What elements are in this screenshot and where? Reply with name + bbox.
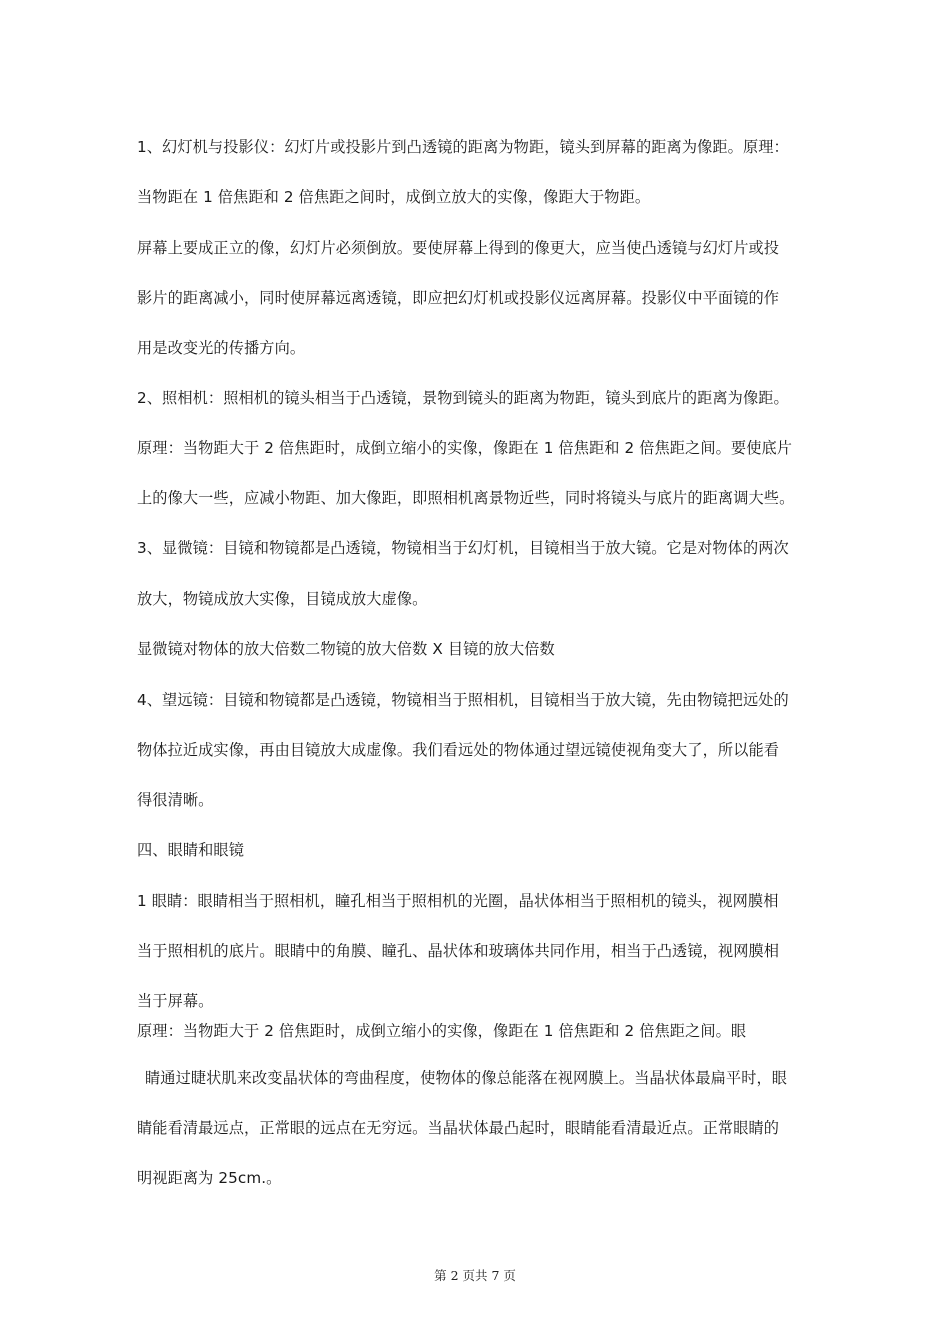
text-line: 用是改变光的传播方向。 <box>137 339 306 357</box>
text-line: 睛通过睫状肌来改变晶状体的弯曲程度，使物体的像总能落在视网膜上。当晶状体最扁平时，眼 <box>145 1069 788 1087</box>
text-line: 2、照相机：照相机的镜头相当于凸透镜，景物到镜头的距离为物距，镜头到底片的距离为像距。 <box>137 389 789 407</box>
text-line: 1、幻灯机与投影仪：幻灯片或投影片到凸透镜的距离为物距，镜头到屏幕的距离为像距。原理： <box>137 138 789 156</box>
text-line: 上的像大一些，应减小物距、加大像距，即照相机离景物近些，同时将镜头与底片的距离调大些。 <box>137 489 795 507</box>
text-line: 明视距离为 25cm.。 <box>137 1169 282 1187</box>
section-heading: 四、眼睛和眼镜 <box>137 841 245 859</box>
text-line: 4、望远镜：目镜和物镜都是凸透镜，物镜相当于照相机，目镜相当于放大镜，先由物镜把远处的 <box>137 691 789 709</box>
page-number: 第 2 页共 7 页 <box>434 1268 516 1283</box>
text-line: 3、显微镜：目镜和物镜都是凸透镜，物镜相当于幻灯机，目镜相当于放大镜。它是对物体的两次 <box>137 539 789 557</box>
text-line: 1 眼睛：眼睛相当于照相机，瞳孔相当于照相机的光圈，晶状体相当于照相机的镜头，视网膜相 <box>137 892 779 910</box>
text-line: 当于屏幕。 <box>137 992 214 1010</box>
text-line: 屏幕上要成正立的像，幻灯片必须倒放。要使屏幕上得到的像更大，应当使凸透镜与幻灯片或投 <box>137 239 780 257</box>
text-line: 物体拉近成实像，再由目镜放大成虚像。我们看远处的物体通过望远镜使视角变大了，所以能看 <box>137 741 780 759</box>
text-line: 当于照相机的底片。眼睛中的角膜、瞳孔、晶状体和玻璃体共同作用，相当于凸透镜，视网膜相 <box>137 942 780 960</box>
text-line: 放大，物镜成放大实像，目镜成放大虚像。 <box>137 590 428 608</box>
text-line: 原理：当物距大于 2 倍焦距时，成倒立缩小的实像，像距在 1 倍焦距和 2 倍焦距之间。眼 <box>137 1022 747 1040</box>
text-line: 睛能看清最远点，正常眼的远点在无穷远。当晶状体最凸起时，眼睛能看清最近点。正常眼睛的 <box>137 1119 780 1137</box>
text-line: 当物距在 1 倍焦距和 2 倍焦距之间时，成倒立放大的实像，像距大于物距。 <box>137 188 651 206</box>
text-line: 得很清晰。 <box>137 791 214 809</box>
text-line: 原理：当物距大于 2 倍焦距时，成倒立缩小的实像，像距在 1 倍焦距和 2 倍焦距之间。要使底片 <box>137 439 793 457</box>
text-line: 显微镜对物体的放大倍数二物镜的放大倍数 X 目镜的放大倍数 <box>137 640 555 658</box>
text-line: 影片的距离减小，同时使屏幕远离透镜，即应把幻灯机或投影仪远离屏幕。投影仪中平面镜的作 <box>137 289 780 307</box>
